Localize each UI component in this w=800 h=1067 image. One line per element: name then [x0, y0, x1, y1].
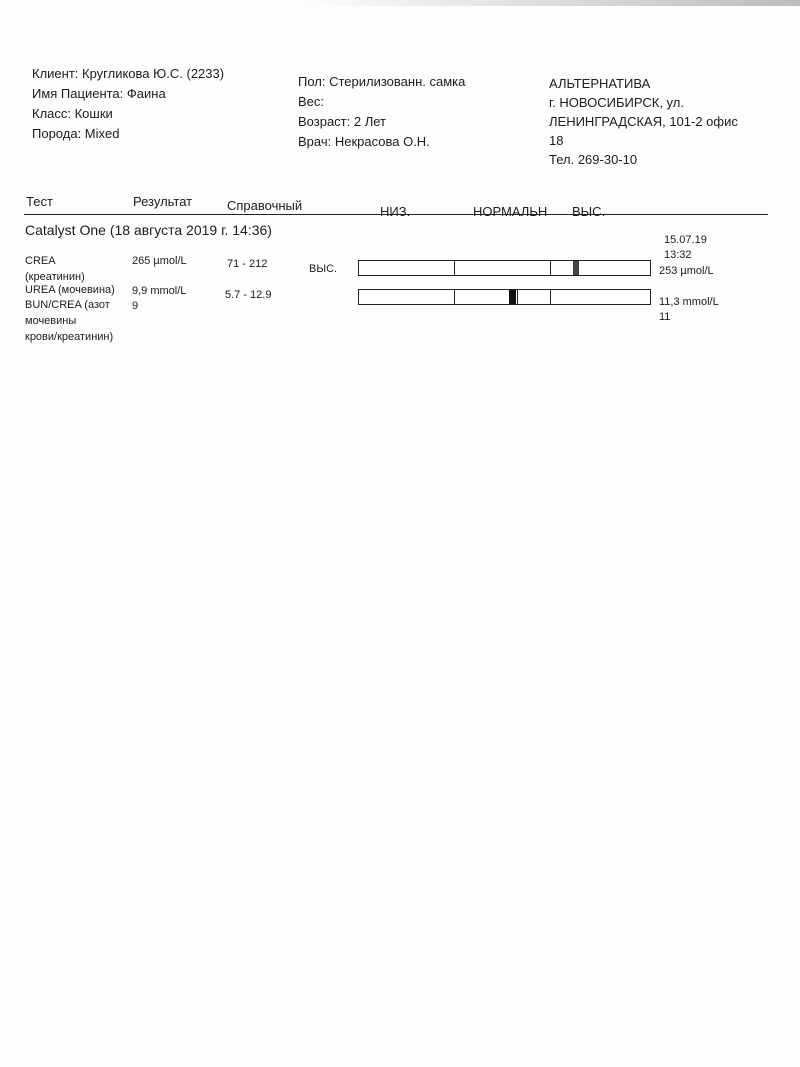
- result-value: 9: [132, 300, 139, 312]
- test-name-line: (креатинин): [25, 271, 85, 283]
- header-reference: Справочный: [227, 198, 303, 213]
- range-divider: [454, 290, 455, 304]
- clinic-address-line2: ЛЕНИНГРАДСКАЯ, 101-2 офис: [549, 114, 738, 129]
- table-header: [26, 194, 766, 219]
- test-name-line: крови/креатинин): [25, 331, 114, 343]
- header-high: ВЫС.: [572, 204, 606, 219]
- clinic-address-line3: 18: [549, 133, 564, 148]
- clinic-info: [549, 74, 738, 169]
- range-divider: [550, 290, 551, 304]
- test-name: [25, 297, 113, 345]
- range-divider: [550, 261, 551, 275]
- test-name-line: BUN/CREA (азот: [25, 299, 110, 311]
- sex-line: Пол: Стерилизованн. самка: [298, 74, 466, 89]
- flag-high: ВЫС.: [309, 263, 338, 275]
- previous-time: 13:32: [664, 249, 692, 261]
- header-rule: [24, 214, 768, 215]
- section-title: Catalyst One (18 августа 2019 г. 14:36): [25, 222, 272, 238]
- class-line: Класс: Кошки: [32, 106, 113, 121]
- previous-result-date: [664, 233, 707, 263]
- clinic-phone: Тел. 269-30-10: [549, 152, 638, 167]
- reference-range: 5.7 - 12.9: [225, 289, 272, 301]
- clinic-address-line1: г. НОВОСИБИРСК, ул.: [549, 95, 684, 110]
- test-name-line: мочевины: [25, 315, 77, 327]
- range-bar: [358, 260, 651, 276]
- header-result: Результат: [133, 194, 193, 209]
- result-marker: [573, 261, 579, 275]
- range-bar: [358, 289, 651, 305]
- previous-date: 15.07.19: [664, 234, 707, 246]
- header-normal: НОРМАЛЬН: [473, 204, 548, 219]
- range-divider: [517, 290, 518, 304]
- result-marker: [509, 290, 516, 304]
- previous-result: 253 µmol/L: [659, 265, 714, 277]
- test-name: [25, 253, 85, 285]
- header-test: Тест: [26, 194, 53, 209]
- header-low: НИЗ.: [380, 204, 411, 219]
- client-line: Клиент: Кругликова Ю.С. (2233): [32, 66, 225, 81]
- clinic-name: АЛЬТЕРНАТИВА: [549, 76, 651, 91]
- patient-name-line: Имя Пациента: Фаина: [32, 86, 166, 101]
- test-name: UREA (мочевина): [25, 284, 115, 296]
- test-name-line: CREA: [25, 255, 56, 267]
- breed-line: Порода: Mixed: [32, 126, 120, 141]
- previous-result: 11: [659, 311, 671, 323]
- weight-line: Вес:: [298, 94, 325, 109]
- doctor-line: Врач: Некрасова О.Н.: [298, 134, 430, 149]
- previous-result: 11,3 mmol/L: [659, 296, 719, 308]
- result-value: 265 µmol/L: [132, 255, 187, 267]
- client-info: [32, 64, 224, 144]
- age-line: Возраст: 2 Лет: [298, 114, 386, 129]
- result-value: 9,9 mmol/L: [132, 285, 187, 297]
- patient-info: [298, 72, 465, 152]
- paper-top-edge-shadow: [300, 0, 800, 6]
- reference-range: 71 - 212: [227, 258, 268, 270]
- range-divider: [454, 261, 455, 275]
